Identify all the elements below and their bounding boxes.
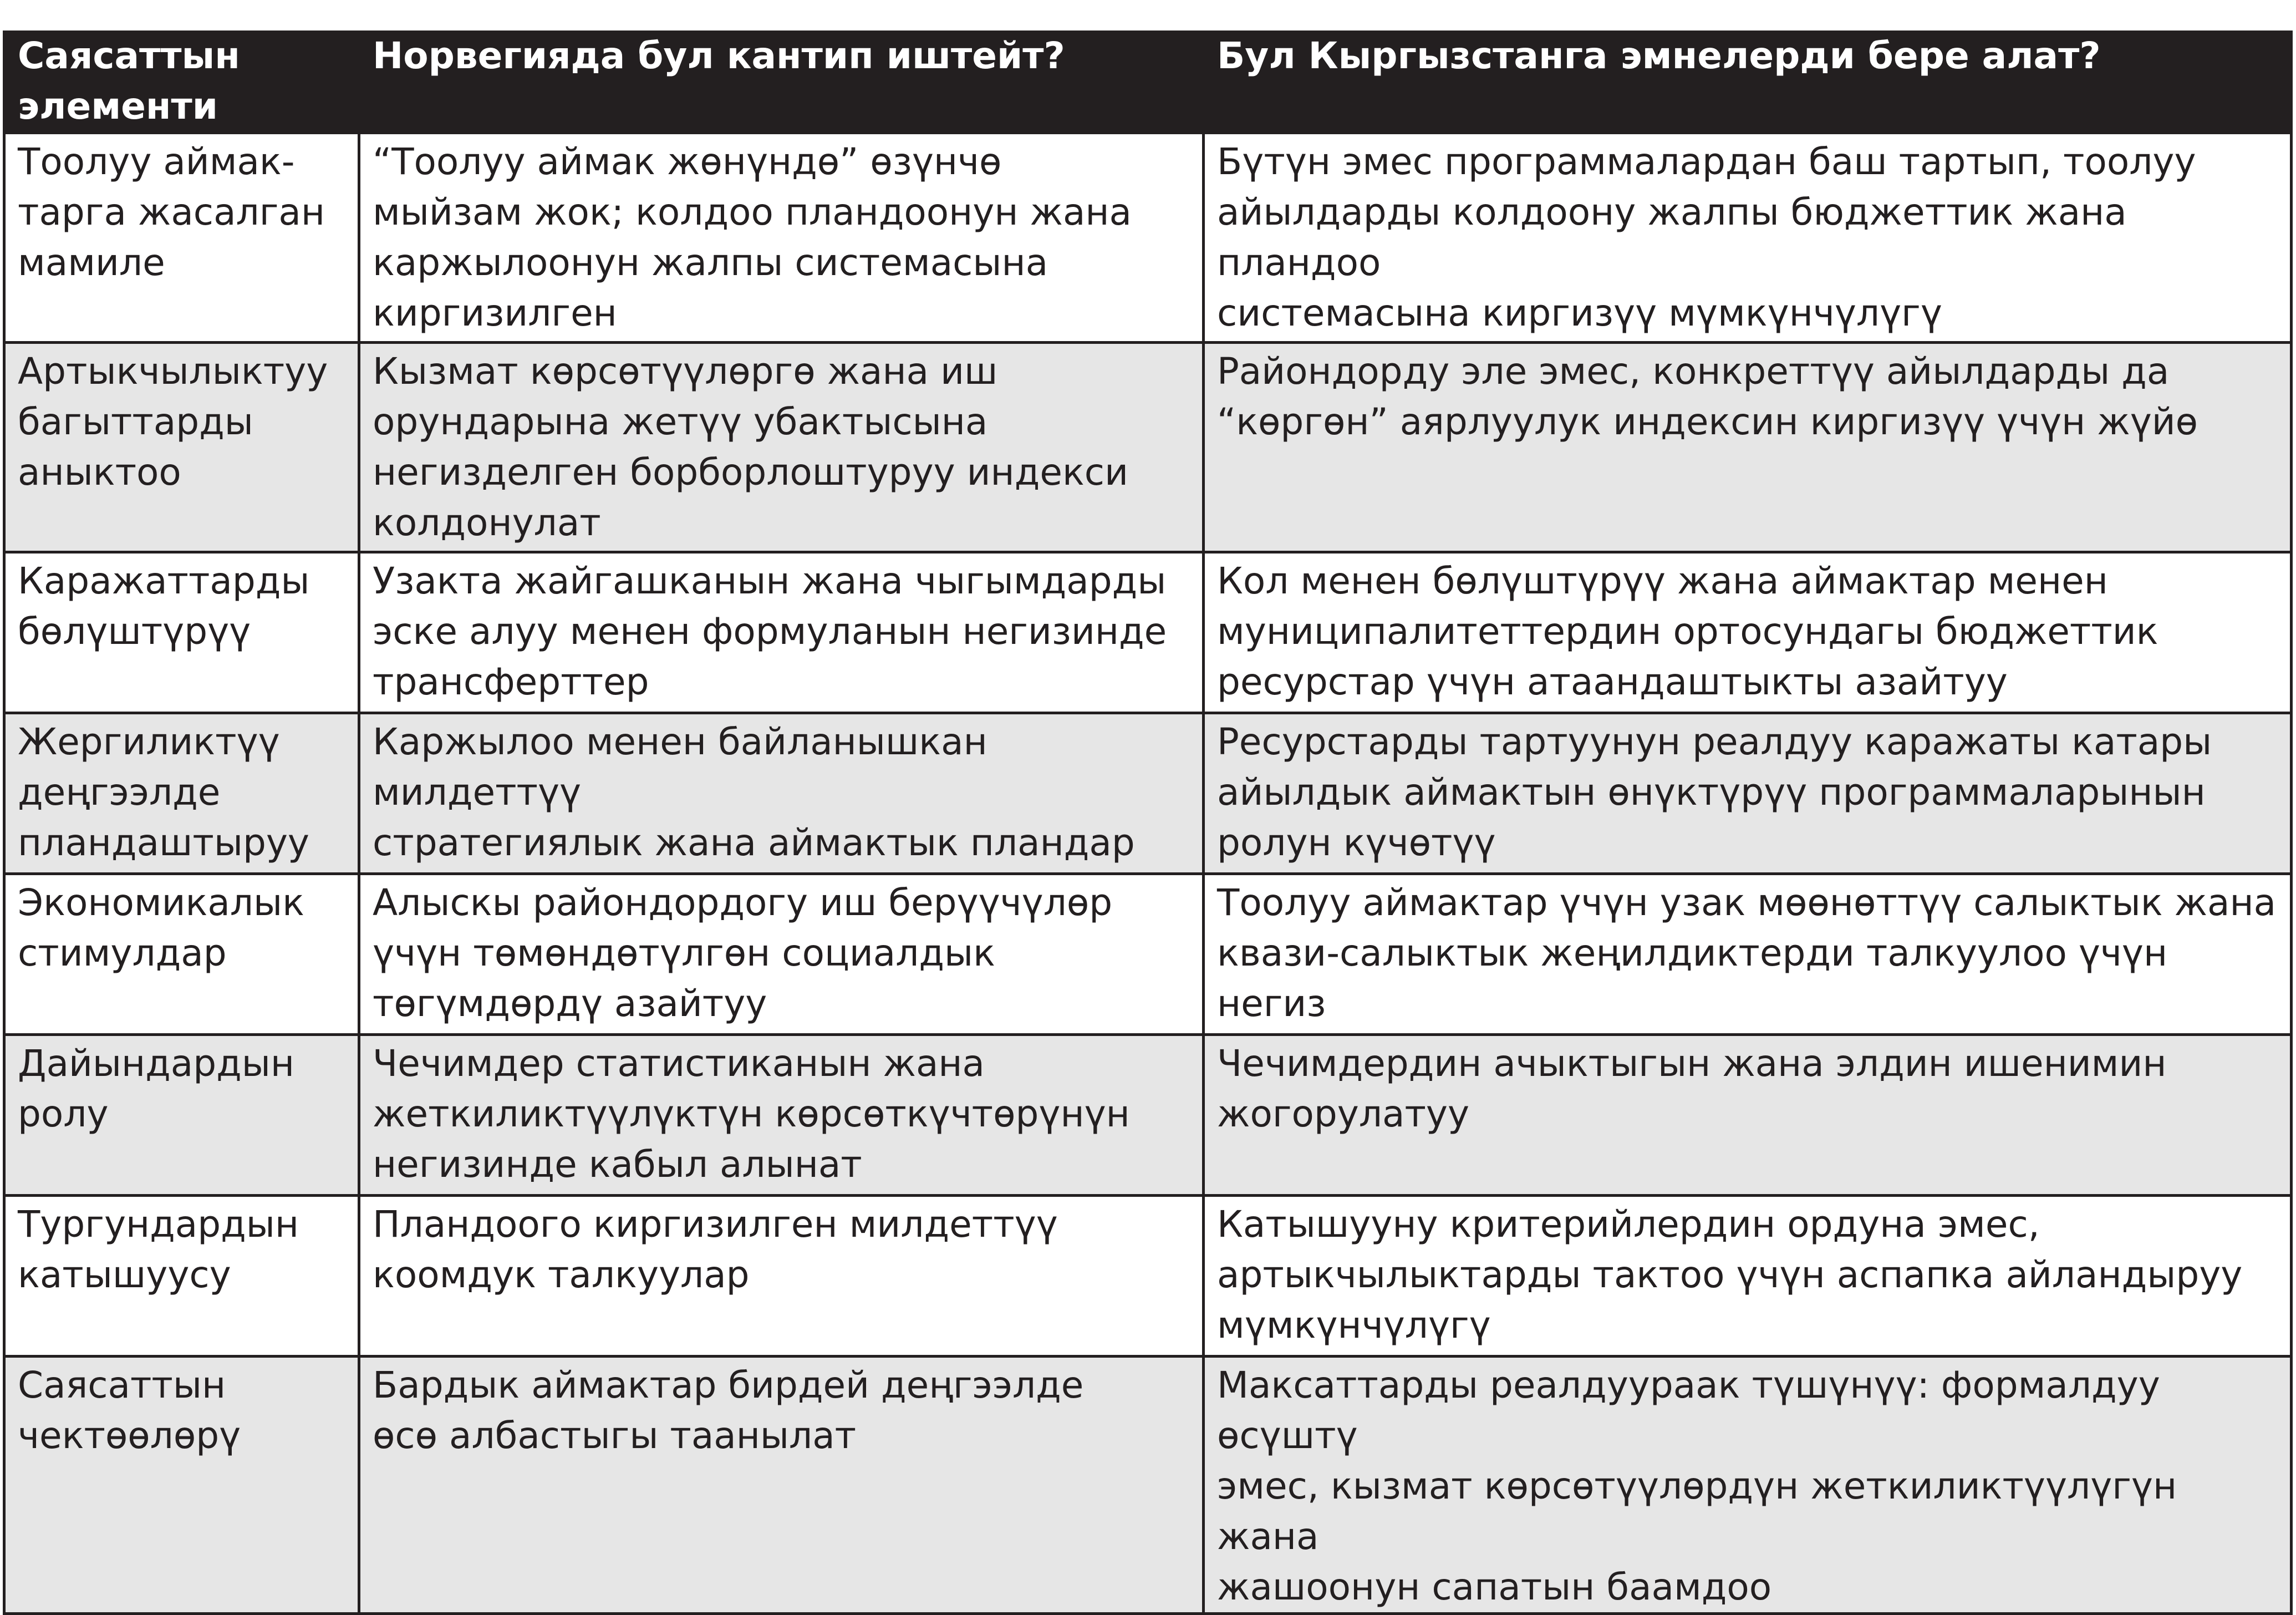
cell-norway: Чечимдер статистиканын жана жеткиликтүүлүктүн көрсөткүчтөрүнүн негизинде кабыл алынат xyxy=(359,1035,1204,1196)
cell-norway: Пландоого киргизилген милдеттүү коомдук талкуулар xyxy=(359,1196,1204,1357)
header-norway: Норвегияда бул кантип иштейт? xyxy=(359,31,1204,133)
cell-kyrgyzstan: Бүтүн эмес программалардан баш тартып, тоолуу айылдарды колдоону жалпы бюджеттик жана пландоо системасына киргизүү мүмкүнчүлүгү xyxy=(1204,133,2292,343)
cell-kyrgyzstan: Тоолуу аймактар үчүн узак мөөнөттүү салыктык жана квази-салыктык жеңилдиктерди талкуулоо үчүн негиз xyxy=(1204,874,2292,1035)
comparison-table-container xyxy=(3,31,2290,1615)
cell-kyrgyzstan: Максаттарды реалдуураак түшүнүү: формалдуу өсүштү эмес, кызмат көрсөтүүлөрдүн жеткиликтүүлүгүн жана жашоонун сапатын баамдоо xyxy=(1204,1357,2292,1614)
cell-kyrgyzstan: Кол менен бөлүштүрүү жана аймактар менен муниципалитеттердин ортосундагы бюджеттик ресурстар үчүн атаандаштыкты азайтуу xyxy=(1204,552,2292,713)
cell-policy-element: Дайындардын ролу xyxy=(4,1035,359,1196)
cell-policy-element: Артыкчылыктуу багыттарды аныктоо xyxy=(4,343,359,552)
cell-policy-element: Жергиликтүү деңгээлде пландаштыруу xyxy=(4,713,359,874)
cell-kyrgyzstan: Катышууну критерийлердин ордуна эмес, артыкчылыктарды тактоо үчүн аспапка айландыруу мүмкүнчүлүгү xyxy=(1204,1196,2292,1357)
cell-policy-element: Саясаттын чектөөлөрү xyxy=(4,1357,359,1614)
table-row xyxy=(4,713,2292,874)
cell-norway: Алыскы райондордогу иш берүүчүлөр үчүн төмөндөтүлгөн социалдык төгүмдөрдү азайтуу xyxy=(359,874,1204,1035)
cell-norway: “Тоолуу аймак жөнүндө” өзүнчө мыйзам жок; колдоо пландоонун жана каржылоонун жалпы системасына киргизилген xyxy=(359,133,1204,343)
header-policy-element: Саясаттын элементи xyxy=(4,31,359,133)
cell-norway: Каржылоо менен байланышкан милдеттүү стратегиялык жана аймактык пландар xyxy=(359,713,1204,874)
cell-kyrgyzstan: Райондорду эле эмес, конкреттүү айылдарды да “көргөн” аярлуулук индексин киргизүү үчүн жүйө xyxy=(1204,343,2292,552)
cell-norway: Бардык аймактар бирдей деңгээлде өсө албастыгы таанылат xyxy=(359,1357,1204,1614)
header-kyrgyzstan: Бул Кыргызстанга эмнелерди бере алат? xyxy=(1204,31,2292,133)
table-row xyxy=(4,1035,2292,1196)
table-row xyxy=(4,874,2292,1035)
cell-policy-element: Тоолуу аймак- тарга жасалган мамиле xyxy=(4,133,359,343)
cell-policy-element: Каражаттарды бөлүштүрүү xyxy=(4,552,359,713)
policy-comparison-table xyxy=(3,31,2293,1615)
cell-kyrgyzstan: Чечимдердин ачыктыгын жана элдин ишенимин жогорулатуу xyxy=(1204,1035,2292,1196)
table-row xyxy=(4,133,2292,343)
table-row xyxy=(4,1196,2292,1357)
cell-kyrgyzstan: Ресурстарды тартуунун реалдуу каражаты катары айылдык аймактын өнүктүрүү программаларынын ролун күчөтүү xyxy=(1204,713,2292,874)
table-row xyxy=(4,552,2292,713)
header-row xyxy=(4,31,2292,133)
table-body xyxy=(4,133,2292,1614)
cell-norway: Узакта жайгашканын жана чыгымдарды эске алуу менен формуланын негизинде трансферттер xyxy=(359,552,1204,713)
table-row xyxy=(4,1357,2292,1614)
table-header xyxy=(4,31,2292,133)
cell-policy-element: Тургундардын катышуусу xyxy=(4,1196,359,1357)
table-row xyxy=(4,343,2292,552)
cell-policy-element: Экономикалык стимулдар xyxy=(4,874,359,1035)
cell-norway: Кызмат көрсөтүүлөргө жана иш орундарына жетүү убактысына негизделген борборлоштуруу индекси колдонулат xyxy=(359,343,1204,552)
